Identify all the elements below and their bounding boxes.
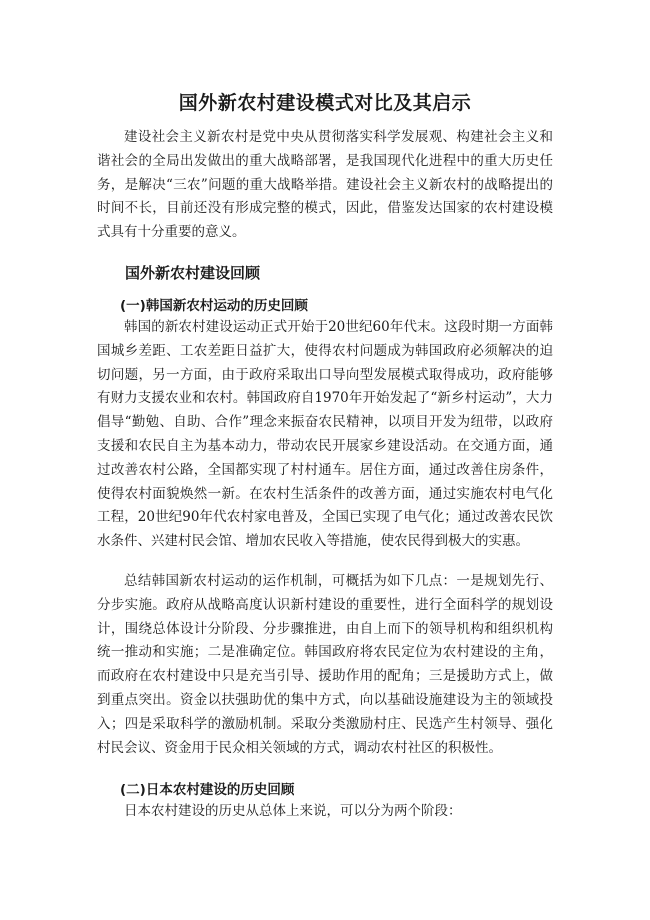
japan-history-paragraph: 日本农村建设的历史从总体上来说，可以分为两个阶段： bbox=[124, 803, 462, 819]
korea-mechanism-paragraph: 总结韩国新农村运动的运作机制，可概括为如下几点：一是规划先行、分步实施。政府从战略高度认识新村建设的重要性，进行全面科学的规划设计，围绕总体设计分阶段、分步骤推进，由自上而下的领导机构和组织机构统一推动和实施；二是准确定位。韩国政府将农民定位为农村建设的主角，而政府在农村建设中只是充当引导、援助作用的配角；三是援助方式上，做到重点突出。资金以扶强助优的集中方式，向以基础设施建设为主的领域投入；四是采取科学的激励机制。采取分类激励村庄、民选产生村领导、强化村民会议、资金用于民众相关领域的方式，调动农村社区的积极性。 bbox=[97, 573, 553, 756]
subsection-heading-japan: (二)日本农村建设的历史回顾 bbox=[120, 782, 295, 798]
subsection-heading-korea: (一)韩国新农村运动的历史回顾 bbox=[120, 298, 308, 314]
korea-history-paragraph: 韩国的新农村建设运动正式开始于20世纪60年代末。这段时期一方面韩国城乡差距、工农差距日益扩大，使得农村问题成为韩国政府必须解决的迫切问题，另一方面，由于政府采取出口导向型发展模式取得成功，政府能够有财力支援农业和农村。韩国政府自1970年开始发起了“新乡村运动”，大力倡导“勤勉、自助、合作”理念来振奋农民精神，以项目开发为纽带，以政府支援和农民自主为基本动力，带动农民开展家乡建设活动。在交通方面，通过改善农村公路，全国都实现了村村通车。居住方面，通过改善住房条件，使得农村面貌焕然一新。在农村生活条件的改善方面，通过实施农村电气化工程，20世纪90年代农村家电普及，全国已实现了电气化；通过改善农民饮水条件、兴建村民会馆、增加农民收入等措施，使农民得到极大的实惠。 bbox=[97, 319, 553, 550]
document-title: 国外新农村建设模式对比及其启示 bbox=[178, 92, 472, 114]
section-heading: 国外新农村建设回顾 bbox=[125, 264, 261, 282]
intro-paragraph: 建设社会主义新农村是党中央从贯彻落实科学发展观、构建社会主义和谐社会的全局出发做出的重大战略部署，是我国现代化进程中的重大历史任务，是解决“三农”问题的重大战略举措。建设社会主义新农村的战略提出的时间不长，目前还没有形成完整的模式，因此，借鉴发达国家的农村建设模式具有十分重要的意义。 bbox=[97, 129, 553, 241]
